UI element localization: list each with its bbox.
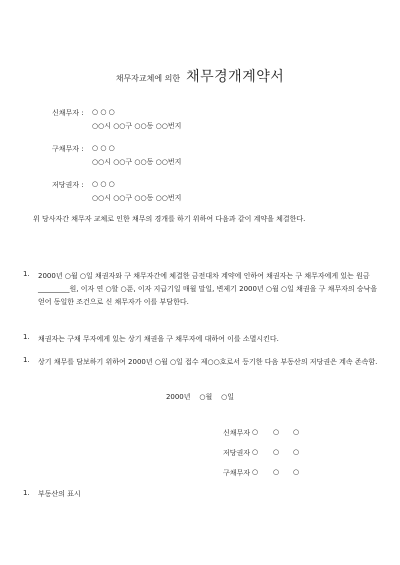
seal-mark: ○	[252, 468, 259, 476]
title-main: 채무경개계약서	[186, 69, 285, 85]
party-address-new-debtor: ○○시 ○○구 ○○동 ○○번지	[92, 122, 182, 130]
seal-mark: ○	[273, 448, 280, 456]
clause-number: 1.	[23, 270, 30, 278]
intro-paragraph: 위 당사자간 채무자 교체로 인한 채무의 경개를 하기 위하여 다음과 같이 계약을 체결한다.	[33, 215, 306, 223]
contract-date: 2000년 ○월 ○일	[165, 393, 235, 401]
seal-mark: ○	[293, 428, 300, 436]
signature-label-old-debtor: 구채무자	[222, 469, 250, 477]
party-label-new-debtor: 신채무자 :	[52, 109, 84, 117]
party-name-old-debtor: ○ ○ ○	[92, 144, 115, 152]
title-prefix: 채무자교체에 의한	[115, 74, 181, 83]
party-label-old-debtor: 구채무자 :	[52, 145, 84, 153]
clause-text: 채권자는 구채 무자에게 있는 상기 채권을 구 채무자에 대하여 이를 소멸시킨다.	[38, 335, 279, 343]
clause-text: 2000년 ○월 ○일 채권자와 구 채무자간에 체결한 금전대차 계약에 인하여 채권자는 구 채무자에게 있는 원금 _________원, 이자 연 ○할 ○푼, 이자 지급기일 매월 말일, 변제기 2000년 ○월 ○일 채권을 구 채무자의 승낙을 얻어 동일한 조건으로 신 채무자가 이를 부담한다.	[38, 272, 378, 307]
party-address-old-debtor: ○○시 ○○구 ○○동 ○○번지	[92, 158, 182, 166]
clause-text: 상기 채무를 담보하기 위하여 2000년 ○월 ○일 접수 제○○호로서 등기한 다음 부동산의 저당권은 계속 존속함.	[38, 358, 378, 366]
document-title	[0, 66, 400, 86]
party-name-mortgagee: ○ ○ ○	[92, 180, 115, 188]
seal-mark: ○	[252, 448, 259, 456]
seal-mark: ○	[293, 448, 300, 456]
property-description-heading: 부동산의 표시	[38, 490, 81, 498]
seal-mark: ○	[273, 428, 280, 436]
clause-number: 1.	[23, 333, 30, 341]
seal-mark: ○	[293, 468, 300, 476]
signature-label-mortgagee: 저당권자	[222, 449, 250, 457]
footer-number: 1.	[23, 489, 30, 497]
seal-mark: ○	[273, 468, 280, 476]
signature-label-new-debtor: 신채무자	[222, 429, 250, 437]
seal-mark: ○	[252, 428, 259, 436]
party-name-new-debtor: ○ ○ ○	[92, 108, 115, 116]
party-address-mortgagee: ○○시 ○○구 ○○동 ○○번지	[92, 194, 182, 202]
party-label-mortgagee: 저당권자 :	[52, 181, 84, 189]
clause-number: 1.	[23, 356, 30, 364]
